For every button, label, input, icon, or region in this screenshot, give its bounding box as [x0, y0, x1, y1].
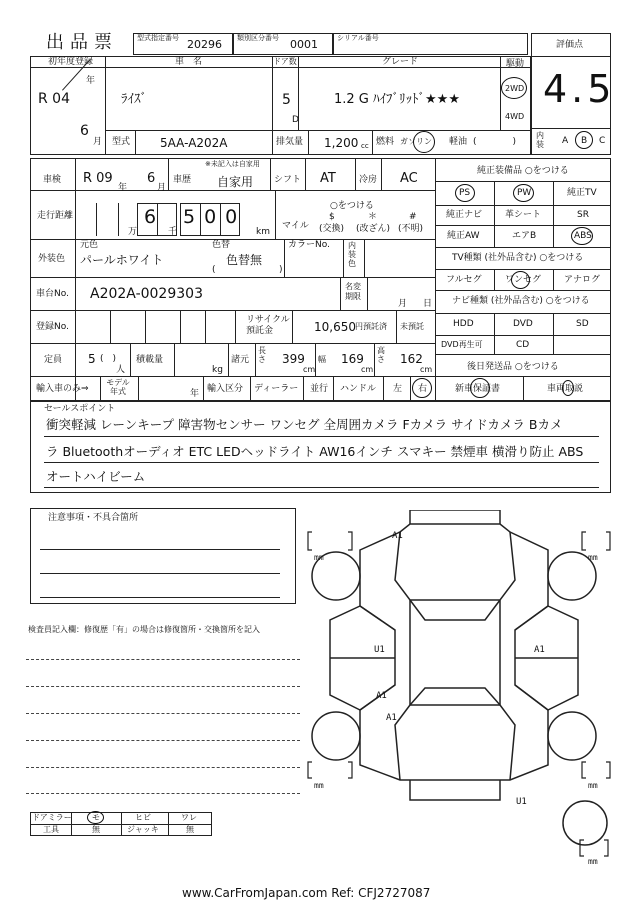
- capacity-value: 5: [88, 352, 96, 366]
- grade-value: 1.2 G ﾊｲﾌﾞﾘｯﾄﾞ★★★: [334, 92, 460, 107]
- interior-color-label: 内装色: [348, 241, 356, 268]
- car-name-label: 車 名: [175, 57, 203, 67]
- acc-mo-circle: [87, 811, 104, 824]
- mileage-check-note: ○をつける: [330, 201, 374, 211]
- equip-airbag: エアB: [512, 231, 537, 241]
- docs-manual-circle: [562, 380, 574, 396]
- repaint-value: 色替無: [226, 253, 263, 267]
- sales-line-3: オートハイビーム: [46, 469, 146, 484]
- doors-value: 5: [282, 92, 291, 108]
- equip-tv: 純正TV: [567, 188, 597, 198]
- steering-right-circle: [412, 378, 432, 398]
- dealer-label: ディーラー: [254, 384, 299, 394]
- mileage-asterisk: ＊: [368, 212, 378, 222]
- acc-jack-label: ジャッキ: [127, 825, 159, 834]
- orig-color-label: 元色: [80, 240, 99, 250]
- damage-mark-right-door: A1: [534, 645, 545, 655]
- inspection-month-unit: 月: [157, 183, 167, 193]
- first-reg-month-unit: 月: [93, 137, 103, 147]
- tv-fullseg: フルセグ: [446, 275, 482, 285]
- car-hood: [395, 532, 515, 600]
- caution-label: 注意事項・不具合箇所: [48, 513, 139, 523]
- acc-header-mirror: ドアミラー: [32, 813, 72, 822]
- mileage-unknown: (不明): [398, 224, 424, 234]
- fuel-label: 燃料: [376, 137, 395, 147]
- docs-warranty-circle: [470, 378, 490, 398]
- acc-header-break: ワレ: [181, 813, 197, 822]
- mileage-dollar: $: [329, 212, 335, 222]
- equip-leather: 革シート: [505, 210, 542, 220]
- import-label: 輸入車のみ⇒: [36, 384, 89, 394]
- width-unit: cm: [361, 365, 374, 374]
- interior-a: A: [562, 136, 569, 146]
- history-note: ※未記入は自家用: [205, 160, 260, 168]
- mileage-man: 6: [144, 206, 157, 228]
- recycle-value: 10,650: [314, 320, 356, 334]
- length-value: 399: [282, 352, 305, 366]
- model-year-label: モデル年式: [106, 378, 130, 396]
- interior-b: B: [581, 136, 588, 146]
- warranty-month: 月: [398, 299, 408, 309]
- wheel-rear-left: [312, 712, 360, 760]
- docs-manual: 車両取説: [547, 384, 584, 394]
- interior-c: C: [599, 136, 606, 146]
- length-unit: cm: [303, 365, 316, 374]
- mm-front-right: mm: [588, 553, 598, 562]
- equip-pw-circle: [513, 184, 534, 202]
- chassis-value: A202A-0029303: [90, 286, 203, 302]
- inspection-year-unit: 年: [118, 183, 128, 193]
- recycle-pending: 未預託: [400, 322, 424, 331]
- repaint-paren-close: ): [279, 265, 283, 275]
- steering-left: 左: [393, 384, 403, 394]
- category-value: 0001: [290, 38, 318, 51]
- interior-b-circle: [575, 131, 593, 149]
- mileage-mile: マイル: [282, 221, 309, 231]
- recycle-unit: 円預託済: [355, 322, 387, 331]
- model-cert-label: 型式指定番号: [137, 34, 179, 42]
- length-label: 長さ: [258, 346, 266, 364]
- chassis-label: 車台No.: [36, 289, 69, 299]
- color-no-label: カラーNo.: [288, 240, 330, 250]
- model-value: 5AA-A202A: [160, 136, 228, 150]
- equip-abs: ABS: [574, 231, 592, 241]
- model-label: 型式: [112, 137, 131, 147]
- equip-ps: PS: [459, 188, 471, 198]
- mileage-rest: 500: [183, 206, 247, 228]
- mm-spare: mm: [588, 857, 598, 866]
- tv-analog: アナログ: [564, 275, 601, 285]
- warranty-label: 名変期限: [345, 282, 361, 301]
- capacity-unit: 人: [116, 365, 126, 375]
- drive-label: 駆動: [506, 59, 525, 69]
- car-damage-diagram: [300, 510, 620, 870]
- mileage-label: 走行距離: [37, 211, 74, 221]
- dims-label: 諸元: [231, 355, 250, 365]
- inspector-label: 検査員記入欄：修復歴「有」の場合は修復箇所・交換箇所を記入: [28, 625, 260, 634]
- car-trunk: [395, 705, 515, 780]
- color-value: パールホワイト: [80, 253, 164, 267]
- history-label: 車歴: [173, 175, 192, 185]
- acc-jack-value: 無: [186, 825, 194, 834]
- mm-rear-right: mm: [588, 781, 598, 790]
- equip-title: 純正装備品 ○をつける: [477, 166, 569, 176]
- capacity-paren: ( ): [100, 354, 117, 364]
- load-label: 積載量: [136, 355, 164, 365]
- height-unit: cm: [420, 365, 433, 374]
- first-reg-label: 初年度登録: [48, 57, 94, 67]
- mileage-man-unit: 万: [128, 227, 138, 237]
- steering-label: ハンドル: [340, 384, 377, 394]
- mileage-hash: #: [409, 212, 417, 222]
- navi-sd: SD: [576, 319, 589, 329]
- navi-dvd: DVD: [513, 319, 533, 329]
- grade-label: グレード: [382, 57, 419, 67]
- navi-dvd-play: DVD再生可: [441, 340, 483, 349]
- equip-pw: PW: [517, 188, 532, 198]
- rating-value: 4.5: [543, 67, 616, 111]
- load-unit: kg: [212, 365, 223, 375]
- fuel-gasoline: ガソリン: [400, 137, 432, 146]
- acc-header-crack: ヒビ: [135, 813, 151, 822]
- ac-value: AC: [400, 171, 418, 186]
- equip-navi: 純正ナビ: [446, 210, 483, 220]
- car-bumper-front: [410, 510, 500, 524]
- capacity-label: 定員: [44, 355, 63, 365]
- category-label: 類別区分番号: [237, 34, 279, 42]
- ac-label: 冷房: [359, 175, 378, 185]
- fuel-diesel: 軽油: [449, 137, 468, 147]
- parallel-label: 並行: [310, 384, 329, 394]
- rating-label: 評価点: [556, 40, 584, 50]
- navi-title: ナビ種類 (社外品含む) ○をつける: [452, 296, 590, 306]
- wheel-spare: [563, 801, 607, 845]
- model-cert-value: 20296: [187, 38, 222, 51]
- mileage-modified: (改ざん): [356, 224, 391, 234]
- docs-title: 後日発送品 ○をつける: [467, 362, 559, 372]
- displacement-value: 1,200: [324, 136, 359, 150]
- import-type-label: 輸入区分: [207, 384, 244, 394]
- sales-line-2: ラ Bluetoothオーディオ ETC LEDヘッドライト AW16インチ スマキー 禁煙車 横滑り防止 ABS: [46, 444, 584, 459]
- damage-mark-left-door: U1: [374, 645, 385, 655]
- equip-aw: 純正AW: [447, 231, 480, 241]
- fuel-paren: ( ): [473, 137, 517, 147]
- equip-ps-circle: [455, 184, 475, 202]
- displacement-label: 排気量: [276, 137, 304, 147]
- history-value: 自家用: [217, 175, 254, 189]
- equip-abs-circle: [571, 227, 593, 245]
- docs-warranty: 新車保証書: [455, 384, 501, 394]
- drive-2wd: 2WD: [505, 84, 525, 93]
- height-value: 162: [400, 352, 423, 366]
- first-reg-month: 6: [80, 123, 89, 139]
- car-body-outline: [360, 524, 548, 780]
- doors-label: ドア数: [273, 57, 297, 66]
- displacement-cc: cc: [361, 142, 369, 150]
- recycle-label: リサイクル預託金: [246, 315, 290, 336]
- navi-hdd: HDD: [453, 319, 474, 329]
- drive-2wd-circle: [501, 77, 527, 99]
- mm-rear-left: mm: [314, 781, 324, 790]
- steering-right: 右: [418, 384, 428, 394]
- mileage-exchange: (交換): [319, 224, 345, 234]
- inspection-era: R 09: [83, 171, 113, 186]
- tv-oneseg: ワンセグ: [505, 275, 542, 285]
- tv-oneseg-circle: [511, 271, 530, 289]
- first-reg-year-unit: 年: [86, 76, 96, 86]
- shift-value: AT: [320, 171, 336, 186]
- acc-tools-label: 工具: [43, 825, 59, 834]
- damage-mark-left-quarter: A1: [386, 713, 397, 723]
- footer-ref: www.CarFromJapan.com Ref: CFJ2727087: [182, 886, 431, 900]
- shift-label: シフト: [274, 175, 302, 185]
- damage-mark-rear-bumper: U1: [516, 797, 527, 807]
- fuel-gasoline-circle: [413, 131, 435, 153]
- serial-label: シリアル番号: [337, 34, 379, 42]
- tv-title: TV種類 (社外品含む) ○をつける: [452, 253, 584, 263]
- width-value: 169: [341, 352, 364, 366]
- first-reg-era: R 04: [38, 91, 70, 107]
- warranty-day: 日: [423, 299, 433, 309]
- mileage-sen-unit: 千: [168, 227, 178, 237]
- interior-label: 内装: [536, 131, 544, 149]
- model-year-unit: 年: [190, 389, 200, 399]
- mm-front-left: mm: [314, 553, 324, 562]
- reg-no-label: 登録No.: [36, 322, 69, 332]
- width-label: 幅: [318, 355, 326, 364]
- acc-header-mo: モ: [92, 813, 100, 822]
- navi-cd: CD: [516, 340, 530, 350]
- inspection-label: 車検: [43, 175, 62, 185]
- sales-line-1: 衝突軽減 レーンキープ 障害物センサー ワンセグ 全周囲カメラ Fカメラ サイドカメラ Bカメ: [46, 417, 563, 432]
- equip-sr: SR: [577, 210, 589, 220]
- sales-label: セールスポイント: [44, 404, 116, 414]
- mileage-km-unit: km: [256, 227, 270, 237]
- inspection-month: 6: [147, 171, 156, 186]
- car-name: ﾗｲｽﾞ: [121, 92, 147, 107]
- door-type: D: [292, 115, 299, 125]
- damage-mark-left-rear: A1: [376, 691, 387, 701]
- damage-mark-front-bumper: A1: [392, 531, 403, 541]
- color-label: 外装色: [38, 254, 66, 264]
- acc-tools-value: 無: [92, 825, 100, 834]
- form-title: 出品票: [46, 32, 118, 53]
- drive-4wd: 4WD: [505, 112, 525, 121]
- height-label: 高さ: [377, 346, 385, 364]
- wheel-rear-right: [548, 712, 596, 760]
- car-windshield: [410, 600, 500, 620]
- repaint-label: 色替: [212, 240, 231, 250]
- repaint-paren-open: (: [212, 265, 216, 275]
- car-rear-glass: [410, 688, 500, 705]
- car-bumper-rear: [410, 780, 500, 800]
